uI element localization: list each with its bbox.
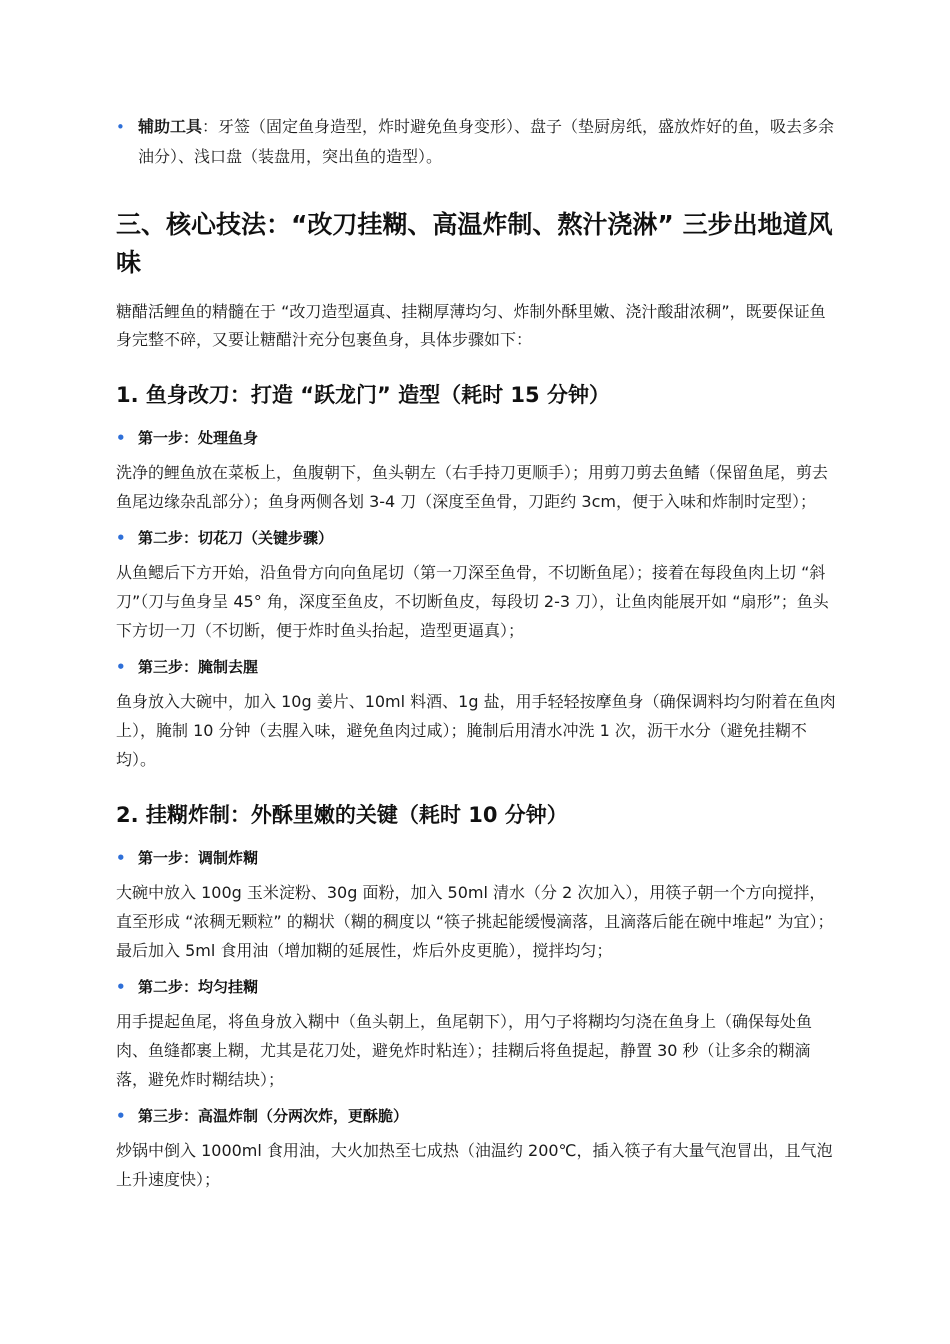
step-text: 洗净的鲤鱼放在菜板上，鱼腹朝下，鱼头朝左（右手持刀更顺手）；用剪刀剪去鱼鳍（保留鱼尾，剪去鱼尾边缘杂乱部分）；鱼身两侧各划 3-4 刀（深度至鱼骨，刀距约 3cm，便于入味和炸制时定型）； bbox=[116, 463, 829, 511]
section-intro: 糖醋活鲤鱼的精髓在于 “改刀造型逼真、挂糊厚薄均匀、炸制外酥里嫩、浇汁酸甜浓稠”，既要保证鱼身完整不碎，又要让糖醋汁充分包裹鱼身，具体步骤如下： bbox=[116, 302, 826, 349]
section-heading: 三、核心技法：“改刀挂糊、高温炸制、熬汁浇淋” 三步出地道风味 bbox=[116, 210, 833, 277]
step-label bbox=[116, 655, 838, 679]
step-text: 从鱼鳃后下方开始，沿鱼骨方向向鱼尾切（第一刀深至鱼骨，不切断鱼尾）；接着在每段鱼肉上切 “斜刀”（刀与鱼身呈 45° 角，深度至鱼皮，不切断鱼皮，每段切 2-3 刀），让鱼肉能展开如 “扇形”；鱼头下方切一刀（不切断，便于炸时鱼头抬起，造型更逼真）； bbox=[116, 563, 829, 640]
auxiliary-tools-bullet bbox=[116, 112, 838, 172]
step-label-text: 第二步：均匀挂糊 bbox=[138, 978, 259, 996]
bullet-dot-icon: • bbox=[116, 1107, 126, 1125]
document-content bbox=[116, 112, 838, 1200]
step-label-text: 第一步：处理鱼身 bbox=[138, 429, 259, 447]
step-label-text: 第三步：高温炸制（分两次炸，更酥脆） bbox=[138, 1107, 409, 1125]
bullet-dot-icon: • bbox=[116, 978, 126, 996]
bullet-dot-icon: • bbox=[116, 429, 126, 447]
bullet-dot-icon: • bbox=[116, 658, 126, 676]
subsection-heading-1: 1. 鱼身改刀：打造 “跃龙门” 造型（耗时 15 分钟） bbox=[116, 383, 610, 407]
step-text: 大碗中放入 100g 玉米淀粉、30g 面粉，加入 50ml 清水（分 2 次加入），用筷子朝一个方向搅拌，直至形成 “浓稠无颗粒” 的糊状（糊的稠度以 “筷子挑起能缓慢滴落，且滴落后能在碗中堆起” 为宜）；最后加入 5ml 食用油（增加糊的延展性，炸后外皮更脆），搅拌均匀； bbox=[116, 883, 834, 960]
step-label bbox=[116, 975, 838, 999]
bullet-dot-icon: • bbox=[116, 849, 126, 867]
step-label bbox=[116, 526, 838, 550]
step-label-text: 第二步：切花刀（关键步骤） bbox=[138, 529, 334, 547]
subsection-heading-2: 2. 挂糊炸制：外酥里嫩的关键（耗时 10 分钟） bbox=[116, 803, 568, 827]
bullet-dot-icon: • bbox=[116, 529, 126, 547]
step-label bbox=[116, 846, 838, 870]
step-label bbox=[116, 426, 838, 450]
step-text: 用手提起鱼尾，将鱼身放入糊中（鱼头朝上，鱼尾朝下），用勺子将糊均匀浇在鱼身上（确保每处鱼肉、鱼缝都裹上糊，尤其是花刀处，避免炸时粘连）；挂糊后将鱼提起，静置 30 秒（让多余的糊滴落，避免炸时糊结块）； bbox=[116, 1012, 813, 1089]
bullet-dot-icon: • bbox=[116, 118, 125, 136]
step-label-text: 第一步：调制炸糊 bbox=[138, 849, 259, 867]
step-label bbox=[116, 1104, 838, 1128]
bullet-text: ：牙签（固定鱼身造型，炸时避免鱼身变形）、盘子（垫厨房纸，盛放炸好的鱼，吸去多余油分）、浅口盘（装盘用，突出鱼的造型）。 bbox=[138, 117, 835, 166]
step-label-text: 第三步：腌制去腥 bbox=[138, 658, 259, 676]
step-text: 鱼身放入大碗中，加入 10g 姜片、10ml 料酒、1g 盐，用手轻轻按摩鱼身（确保调料均匀附着在鱼肉上），腌制 10 分钟（去腥入味，避免鱼肉过咸）；腌制后用清水冲洗 1 次，沥干水分（避免挂糊不均）。 bbox=[116, 692, 836, 769]
step-text: 炒锅中倒入 1000ml 食用油，大火加热至七成热（油温约 200℃，插入筷子有大量气泡冒出，且气泡上升速度快）； bbox=[116, 1141, 833, 1189]
bullet-label: 辅助工具 bbox=[138, 117, 203, 136]
